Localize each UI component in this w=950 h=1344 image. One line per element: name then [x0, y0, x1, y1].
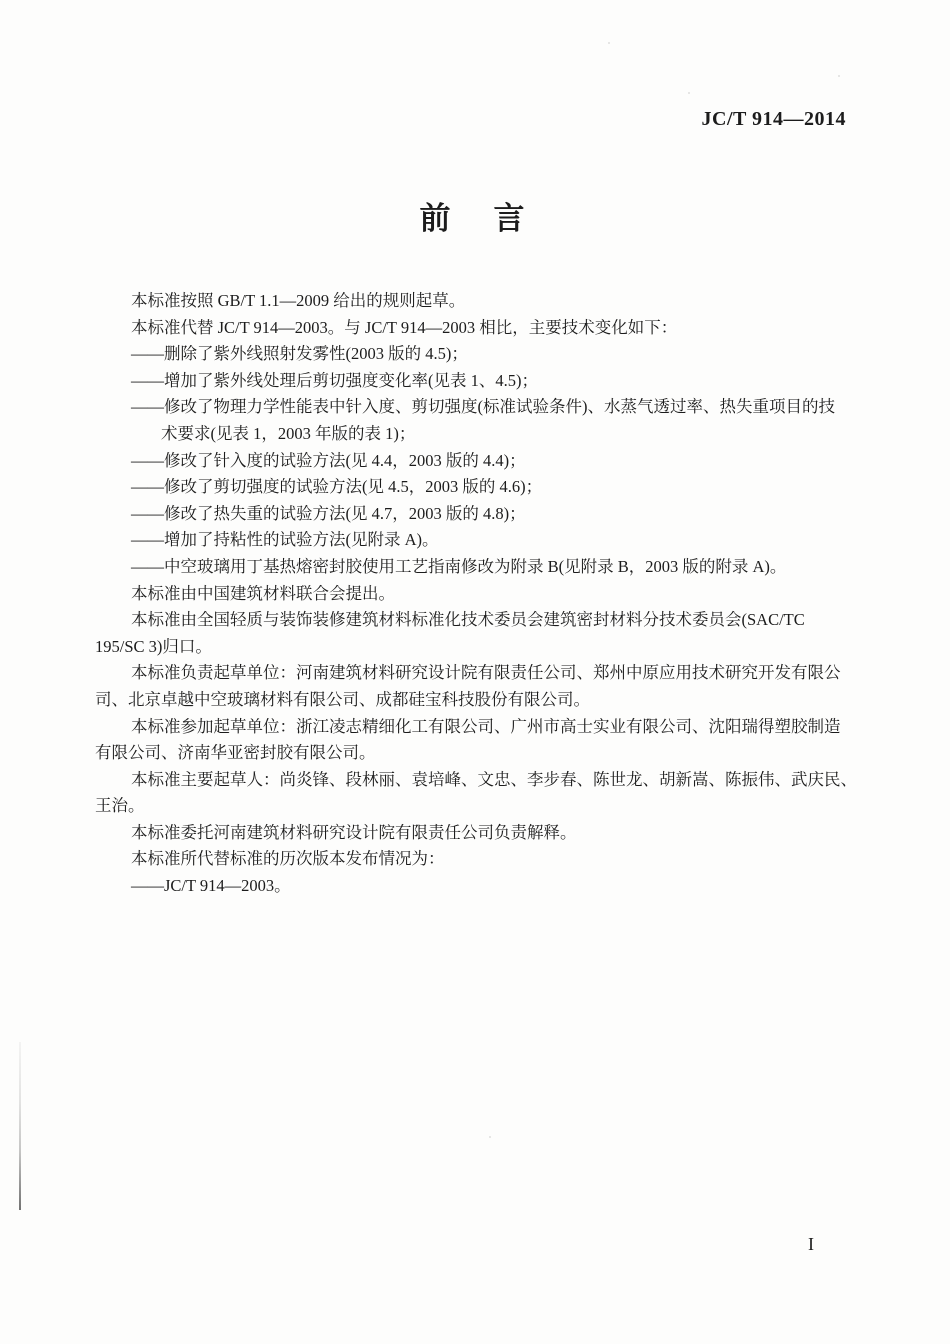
text-line: 本标准代替 JC/T 914—2003。与 JC/T 914—2003 相比，主要技术变化如下： [131, 317, 678, 337]
text-line: 本标准由中国建筑材料联合会提出。 [131, 583, 395, 603]
text-line: ——修改了物理力学性能表中针入度、剪切强度(标准试验条件)、水蒸气透过率、热失重项目的技 [131, 397, 835, 417]
text-line: 本标准委托河南建筑材料研究设计院有限责任公司负责解释。 [131, 822, 577, 842]
text-line: ——删除了紫外线照射发雾性(2003 版的 4.5)； [131, 344, 468, 364]
text-line: 司、北京卓越中空玻璃材料有限公司、成都硅宝科技股份有限公司。 [95, 689, 590, 709]
text-line: 本标准主要起草人：尚炎锋、段林丽、袁培峰、文忠、李步春、陈世龙、胡新嵩、陈振伟、武庆民、 [131, 769, 857, 789]
text-line: ——修改了针入度的试验方法(见 4.4，2003 版的 4.4)； [131, 450, 526, 470]
page-title: 前 言 [419, 201, 531, 236]
text-line: ——中空玻璃用丁基热熔密封胶使用工艺指南修改为附录 B(见附录 B，2003 版的附录 A)。 [131, 556, 787, 576]
scan-speck [688, 92, 690, 94]
text-line: 术要求(见表 1，2003 年版的表 1)； [161, 423, 416, 443]
page-number: I [808, 1234, 814, 1254]
text-line: 有限公司、济南华亚密封胶有限公司。 [95, 743, 376, 763]
text-line: 本标准负责起草单位：河南建筑材料研究设计院有限责任公司、郑州中原应用技术研究开发有限公 [131, 663, 841, 683]
text-line: 本标准参加起草单位：浙江凌志精细化工有限公司、广州市高士实业有限公司、沈阳瑞得塑胶制造 [131, 716, 841, 736]
text-line: ——修改了剪切强度的试验方法(见 4.5，2003 版的 4.6)； [131, 477, 543, 497]
text-line: 本标准由全国轻质与装饰装修建筑材料标准化技术委员会建筑密封材料分技术委员会(SAC/TC [131, 610, 805, 630]
scan-speck [838, 75, 840, 77]
text-line: 本标准所代替标准的历次版本发布情况为： [131, 849, 445, 869]
scan-artifact-line [19, 1042, 21, 1210]
text-line: ——修改了热失重的试验方法(见 4.7，2003 版的 4.8)； [131, 503, 526, 523]
text-line: ——增加了紫外线处理后剪切强度变化率(见表 1、4.5)； [131, 370, 538, 390]
text-line: 王治。 [95, 796, 145, 816]
standard-code: JC/T 914—2014 [701, 108, 846, 130]
text-line: ——增加了持粘性的试验方法(见附录 A)。 [131, 530, 439, 550]
document-body [95, 288, 867, 900]
text-line: 本标准按照 GB/T 1.1—2009 给出的规则起草。 [131, 291, 466, 310]
scan-speck [489, 1136, 491, 1138]
text-line: 195/SC 3)归口。 [95, 636, 212, 656]
scan-speck [608, 42, 610, 44]
text-line: ——JC/T 914—2003。 [131, 876, 291, 896]
